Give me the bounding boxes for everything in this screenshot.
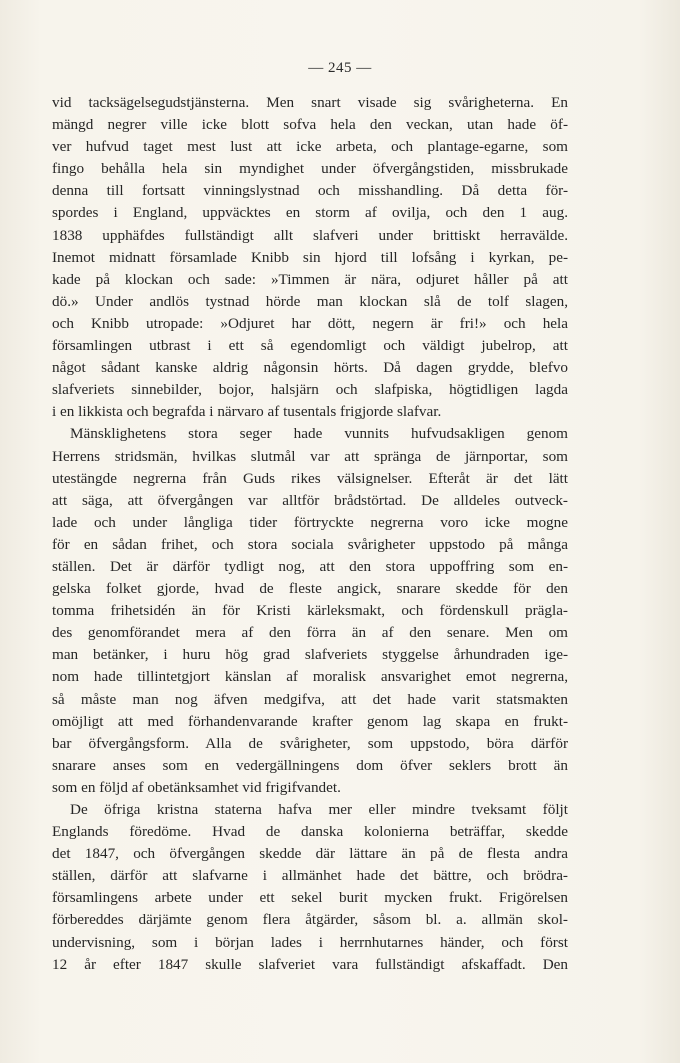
text-line: som en följd af obetänksamhet vid frigifvandet. xyxy=(52,778,341,796)
text-line: undervisning, som i början lades i herrnhutarnes händer, och först xyxy=(52,933,568,951)
text-line: det 1847, och öfvergången skedde där lättare än på de flesta andra xyxy=(52,845,568,863)
page-number: — 245 — xyxy=(308,60,372,76)
text-line: fingo behålla hela sin myndighet under öfvergångstiden, missbrukade xyxy=(52,160,568,178)
text-line: bar öfvergångsform. Alla de svårigheter, som uppstodo, böra därför xyxy=(52,734,568,752)
paragraph xyxy=(52,92,568,423)
text-line: Mänsklighetens stora seger hade vunnits hufvudsakligen genom xyxy=(70,425,568,443)
text-line: något sådant kanske aldrig någonsin hörts. Då dagen grydde, blefvo xyxy=(52,359,568,377)
text-line: Herrens stridsmän, hvilkas slutmål var att spränga de järnportar, som xyxy=(52,447,568,465)
text-line: gelska folket gjorde, hvad de fleste angick, snarare skedde för den xyxy=(52,580,568,598)
text-line: nom hade tillintetgjort känslan af moralisk ansvarighet emot negrerna, xyxy=(52,668,568,686)
text-line: 12 år efter 1847 skulle slafveriet vara fullständigt afskaffadt. Den xyxy=(52,955,568,973)
paragraph xyxy=(52,423,568,799)
text-line: man betänker, i huru hög grad slafveriets styggelse århundraden ige- xyxy=(52,646,568,664)
text-line: des genomförandet mera af den förra än af den senare. Men om xyxy=(52,624,568,642)
text-line: församlingen utbrast i ett så egendomligt och väldigt jubelrop, att xyxy=(52,337,568,355)
text-line: lade och under långliga tider förtryckte negrerna voro icke mogne xyxy=(52,513,568,531)
text-line: Englands föredöme. Hvad de danska kolonierna beträffar, skedde xyxy=(52,823,568,841)
paragraph xyxy=(52,799,568,976)
text-line: dö.» Under andlös tystnad hörde man klockan slå de tolf slagen, xyxy=(52,292,568,310)
text-line: för en sådan frihet, och stora sociala svårigheter uppstodo på många xyxy=(52,535,568,553)
text-line: Inemot midnatt församlade Knibb sin hjord till lofsång i kyrkan, pe- xyxy=(52,248,568,266)
text-line: i en likkista och begrafda i närvaro af tusentals frigjorde slafvar. xyxy=(52,403,442,421)
text-line: denna till fortsatt vinningslystnad och misshandling. Då detta för- xyxy=(52,182,568,200)
text-line: utestängde negrerna från Guds rikes välsignelser. Efteråt är det lätt xyxy=(52,469,568,487)
body-text xyxy=(52,92,568,976)
text-line: att säga, att öfvergången var alltför brådstörtad. De alldeles outveck- xyxy=(52,491,568,509)
text-line: så måste man nog äfven medgifva, att det hade varit statsmakten xyxy=(52,690,568,708)
text-line: tomma frihetsidén än för Kristi kärleksmakt, och fördenskull prägla- xyxy=(52,602,568,620)
text-line: 1838 upphäfdes fullständigt allt slafveri under brittiskt herravälde. xyxy=(52,226,568,244)
text-line: vid tacksägelsegudstjänsterna. Men snart visade sig svårigheterna. En xyxy=(52,94,568,111)
text-line: församlingens arbete under ett sekel burit mycken frukt. Frigörelsen xyxy=(52,889,568,907)
text-line: mängd negrer ville icke blott sofva hela den veckan, utan hade öf- xyxy=(52,116,568,134)
text-line: ställen. Det är därför tydligt nog, att den stora uppoffring som en- xyxy=(52,557,568,575)
text-line: snarare anses som en vedergällningens dom öfver seklers brott än xyxy=(52,756,568,774)
text-line: omöjligt att med förhandenvarande krafter genom lag skapa en frukt- xyxy=(52,712,568,730)
text-line: ver hufvud taget mest lust att icke arbeta, och plantage-egarne, som xyxy=(52,138,568,156)
text-line: spordes i England, uppväcktes en storm af ovilja, och den 1 aug. xyxy=(52,204,568,222)
text-line: kade på klockan och sade: »Timmen är nära, odjuret håller på att xyxy=(52,270,568,288)
text-line: slafveriets sinnebilder, bojor, halsjärn och slafpiska, högtidligen lagda xyxy=(52,381,568,399)
text-line: ställen, därför att slafvarne i allmänhet hade det bättre, och brödra- xyxy=(52,867,568,885)
text-line: och Knibb utropade: »Odjuret har dött, negern är fri!» och hela xyxy=(52,314,568,332)
text-line: De öfriga kristna staterna hafva mer eller mindre tveksamt följt xyxy=(70,801,568,818)
text-line: förbereddes därjämte genom flera åtgärder, såsom bl. a. allmän skol- xyxy=(52,911,568,929)
